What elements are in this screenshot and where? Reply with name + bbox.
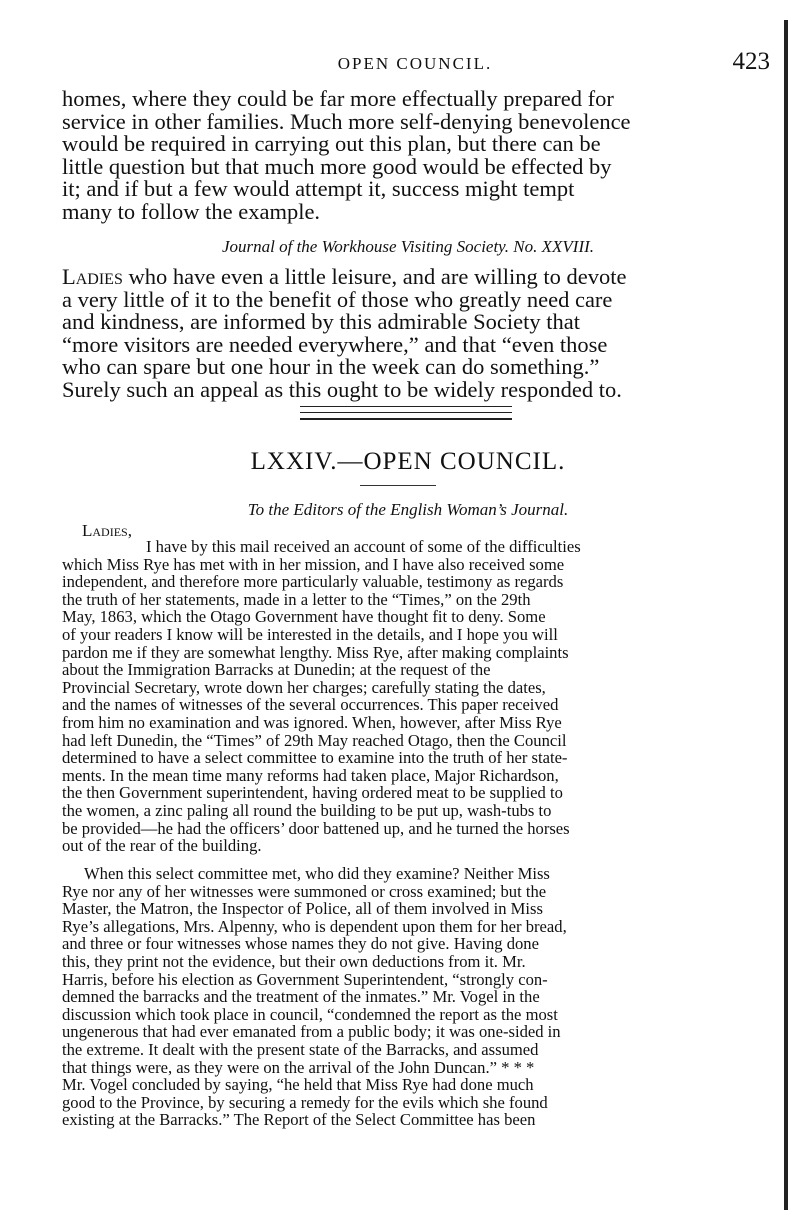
- text-line: I have by this mail received an account of some of the difficulties: [146, 537, 581, 556]
- text-line: Harris, before his election as Government Superintendent, “strongly con-: [62, 969, 548, 989]
- text-line: which Miss Rye has met with in her mission, and I have also received some: [62, 554, 565, 574]
- text-line: that things were, as they were on the arrival of the John Duncan.” * * *: [62, 1057, 535, 1077]
- text-line: and three or four witnesses whose names they do not give. Having done: [62, 934, 539, 954]
- letter-salutation: Ladies,: [82, 521, 132, 540]
- text-line: independent, and therefore more particularly valuable, testimony as regards: [62, 572, 564, 592]
- text-line-rest: who have even a little leisure, and are willing to devote: [122, 264, 627, 289]
- text-line: service in other families. Much more self-denying benevolence: [62, 108, 631, 134]
- text-line: a very little of it to the benefit of those who greatly need care: [62, 286, 613, 312]
- running-title: OPEN COUNCIL.: [337, 54, 493, 73]
- text-line: Mr. Vogel concluded by saying, “he held that Miss Rye had done much: [62, 1075, 534, 1095]
- paragraph-letter-2: [62, 865, 754, 1129]
- text-line: good to the Province, by securing a remedy for the evils which she found: [62, 1092, 548, 1112]
- text-line: who can spare but one hour in the week can do something.”: [62, 354, 600, 380]
- text-line: little question but that much more good would be effected by: [62, 153, 612, 179]
- source-citation: Journal of the Workhouse Visiting Society. No. XXVIII.: [221, 237, 595, 256]
- page-header: [60, 48, 770, 82]
- heading-underline: [360, 485, 436, 486]
- text-line: this, they print not the evidence, but their own deductions from it. Mr.: [62, 951, 526, 971]
- text-line: Master, the Matron, the Inspector of Police, all of them involved in Miss: [62, 899, 543, 919]
- text-line: from him no examination and was ignored. When, however, after Miss Rye: [62, 712, 562, 732]
- text-line: the then Government superintendent, having ordered meat to be supplied to: [62, 783, 563, 803]
- text-line: and the names of witnesses of the several occurrences. This paper received: [62, 695, 559, 715]
- paragraph-homes: [62, 88, 754, 224]
- text-line: of your readers I know will be interested in the details, and I hope you will: [62, 624, 558, 644]
- text-line: discussion which took place in council, “condemned the report as the most: [62, 1004, 558, 1024]
- section-heading: LXXIV.—OPEN COUNCIL.: [250, 448, 566, 475]
- text-line: “more visitors are needed everywhere,” and that “even those: [62, 331, 608, 357]
- drop-word: Ladies: [62, 264, 123, 289]
- text-line: pardon me if they are somewhat lengthy. Miss Rye, after making complaints: [62, 642, 569, 662]
- text-line: and kindness, are informed by this admirable Society that: [62, 309, 580, 335]
- text-line: the extreme. It dealt with the present state of the Barracks, and assumed: [62, 1039, 539, 1059]
- page-number: 423: [732, 48, 770, 75]
- text-line: ungenerous that had ever emanated from a public body; it was one-sided in: [62, 1022, 561, 1042]
- text-line: had left Dunedin, the “Times” of 29th May reached Otago, then the Council: [62, 730, 567, 750]
- text-line: ments. In the mean time many reforms had taken place, Major Richardson,: [62, 765, 559, 785]
- text-line: the truth of her statements, made in a letter to the “Times,” on the 29th: [62, 589, 531, 609]
- text-line: Rye’s allegations, Mrs. Alpenny, who is dependent upon them for her bread,: [62, 916, 567, 936]
- text-line: the women, a zinc paling all round the building to be put up, wash-tubs to: [62, 800, 552, 820]
- text-line: it; and if but a few would attempt it, success might tempt: [62, 176, 575, 202]
- text-line: would be required in carrying out this plan, but there can be: [62, 131, 601, 157]
- text-line: out of the rear of the building.: [62, 836, 262, 856]
- text-line: When this select committee met, who did they examine? Neither Miss: [84, 864, 550, 883]
- text-line: about the Immigration Barracks at Dunedin; at the request of the: [62, 660, 491, 680]
- section-rule: [300, 412, 512, 413]
- text-line: Provincial Secretary, wrote down her charges; carefully stating the dates,: [62, 677, 546, 697]
- letter-address: To the Editors of the English Woman’s Journal.: [247, 500, 569, 519]
- paragraph-ladies: [62, 266, 754, 402]
- section-rule: [300, 406, 512, 407]
- text-line: Rye nor any of her witnesses were summoned or cross examined; but the: [62, 881, 547, 901]
- text-line: be provided—he had the officers’ door battened up, and he turned the horses: [62, 818, 570, 838]
- text-line: [62, 266, 754, 289]
- text-line: demned the barracks and the treatment of the inmates.” Mr. Vogel in the: [62, 987, 540, 1007]
- text-line: May, 1863, which the Otago Government have thought fit to deny. Some: [62, 607, 546, 627]
- text-line: many to follow the example.: [62, 198, 321, 224]
- text-line: determined to have a select committee to examine into the truth of her state-: [62, 748, 568, 768]
- text-line: Surely such an appeal as this ought to be widely responded to.: [62, 376, 622, 402]
- paragraph-letter-1: [62, 538, 754, 855]
- text-line: homes, where they could be far more effectually prepared for: [62, 86, 614, 111]
- section-rule: [300, 418, 512, 420]
- page-edge-bar: [784, 20, 788, 1210]
- text-line: existing at the Barracks.” The Report of the Select Committee has been: [62, 1110, 536, 1130]
